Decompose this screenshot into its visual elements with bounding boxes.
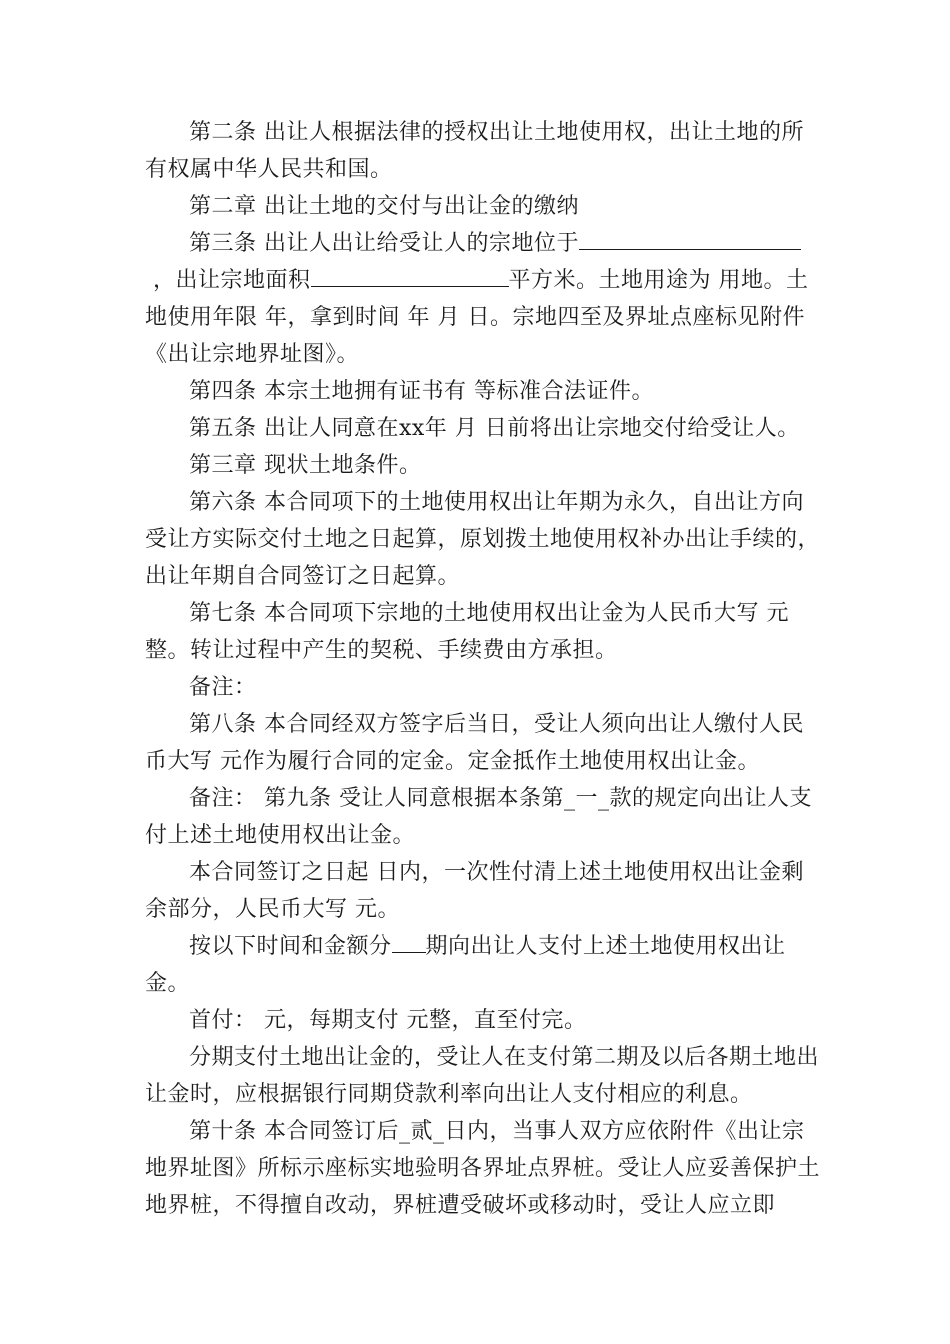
paragraph-article-7: 第七条 本合同项下宗地的土地使用权出让金为人民币大写 元整。转让过程中产生的契税、手续费由方承担。 [145,601,789,663]
paragraph-interest: 分期支付土地出让金的，受让人在支付第二期及以后各期土地出让金时，应根据银行同期贷款利率向出让人支付相应的利息。 [145,1045,820,1107]
paragraph-article-3 [145,225,825,373]
paragraph-lump-sum: 本合同签订之日起 日内，一次性付清上述土地使用权出让金剩余部分，人民币大写 元。 [145,860,804,922]
paragraph-installments [145,928,825,1002]
paragraph-article-9: 备注： 第九条 受让人同意根据本条第_一_款的规定向出让人支付上述土地使用权出让金。 [145,786,812,848]
blank-line-area [311,264,509,287]
paragraph-article-8: 第八条 本合同经双方签字后当日，受让人须向出让人缴付人民币大写 元作为履行合同的定金。定金抵作土地使用权出让金。 [145,712,804,774]
paragraph-article-10: 第十条 本合同签订后_贰_日内，当事人双方应依附件《出让宗地界址图》所标示座标实地验明各界址点界桩。受让人应妥善保护土地界桩，不得擅自改动，界桩遭受破坏或移动时，受让人应立即 [145,1119,821,1218]
paragraph-article-2: 第二条 出让人根据法律的授权出让土地使用权，出让土地的所有权属中华人民共和国。 [145,120,804,182]
chapter-3-heading: 第三章 现状土地条件。 [189,453,422,478]
note-label: 备注： [189,675,257,700]
article-3-text-b: ，出让宗地面积 [153,268,311,293]
document-body [145,114,825,1224]
blank-line-location-continued [757,227,797,250]
paragraph-article-5: 第五条 出让人同意在xx年 月 日前将出让宗地交付给受让人。 [189,416,800,441]
chapter-2-heading: 第二章 出让土地的交付与出让金的缴纳 [189,194,579,219]
paragraph-down-payment: 首付： 元，每期支付 元整，直至付完。 [189,1008,587,1033]
installments-text-b: 期向出让人支付上述土地使用权出让金。 [145,934,786,996]
article-3-text-c: 平方米。土地用途为 用地。土地使用年限 年，拿到时间 年 月 日。宗地四至及界址点座标见附件《出让宗地界址图》。 [145,268,809,367]
paragraph-article-4: 第四条 本宗土地拥有证书有 等标准合法证件。 [189,379,654,404]
installments-text-a: 按以下时间和金额分 [189,934,392,959]
blank-line-periods [392,930,426,953]
paragraph-article-6: 第六条 本合同项下的土地使用权出让年期为永久，自出让方向受让方实际交付土地之日起算，原划拨土地使用权补办出让手续的，出让年期自合同签订之日起算。 [145,490,821,589]
article-3-text-a: 第三条 出让人出让给受让人的宗地位于 [189,231,579,256]
